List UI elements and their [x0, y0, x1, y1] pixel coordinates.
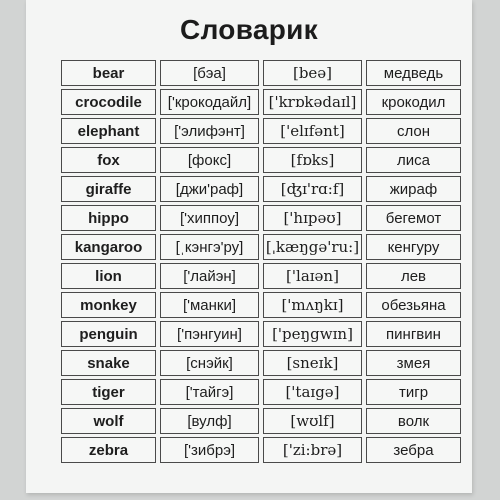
page-title: Словарик — [180, 14, 318, 45]
russian-translation-cell: слон — [366, 118, 461, 144]
english-word-cell: hippo — [61, 205, 156, 231]
russian-translation-cell: обезьяна — [366, 292, 461, 318]
english-word-cell: monkey — [61, 292, 156, 318]
russian-translation-cell: волк — [366, 408, 461, 434]
russian-transcription-cell: [бэа] — [160, 60, 259, 86]
ipa-transcription-cell: ['mʌŋkɪ] — [263, 292, 362, 318]
english-word-cell: penguin — [61, 321, 156, 347]
english-word-cell: crocodile — [61, 89, 156, 115]
russian-translation-cell: пингвин — [366, 321, 461, 347]
ipa-transcription-cell: [sneɪk] — [263, 350, 362, 376]
table-row — [61, 379, 461, 405]
table-row — [61, 118, 461, 144]
russian-transcription-cell: ['зибрэ] — [160, 437, 259, 463]
ipa-transcription-cell: ['krɒkədaɪl] — [263, 89, 362, 115]
vocabulary-table — [57, 57, 465, 466]
russian-transcription-cell: [снэйк] — [160, 350, 259, 376]
russian-translation-cell: жираф — [366, 176, 461, 202]
russian-translation-cell: кенгуру — [366, 234, 461, 260]
russian-transcription-cell: ['элифэнт] — [160, 118, 259, 144]
russian-transcription-cell: [фокс] — [160, 147, 259, 173]
russian-transcription-cell: [джи'раф] — [160, 176, 259, 202]
ipa-transcription-cell: ['laɪən] — [263, 263, 362, 289]
english-word-cell: giraffe — [61, 176, 156, 202]
table-row — [61, 408, 461, 434]
ipa-transcription-cell: ['hɪpəʊ] — [263, 205, 362, 231]
table-row — [61, 292, 461, 318]
russian-translation-cell: змея — [366, 350, 461, 376]
vocabulary-table-body — [61, 60, 461, 463]
table-row — [61, 176, 461, 202]
english-word-cell: elephant — [61, 118, 156, 144]
english-word-cell: lion — [61, 263, 156, 289]
russian-translation-cell: тигр — [366, 379, 461, 405]
english-word-cell: zebra — [61, 437, 156, 463]
ipa-transcription-cell: [ʤɪ'rɑ:f] — [263, 176, 362, 202]
russian-transcription-cell: ['лайэн] — [160, 263, 259, 289]
english-word-cell: tiger — [61, 379, 156, 405]
english-word-cell: snake — [61, 350, 156, 376]
ipa-transcription-cell: [ˌkæŋgə'ru:] — [263, 234, 362, 260]
english-word-cell: fox — [61, 147, 156, 173]
russian-translation-cell: лев — [366, 263, 461, 289]
russian-translation-cell: медведь — [366, 60, 461, 86]
english-word-cell: kangaroo — [61, 234, 156, 260]
russian-transcription-cell: ['манки] — [160, 292, 259, 318]
russian-transcription-cell: ['тайгэ] — [160, 379, 259, 405]
russian-transcription-cell: ['пэнгуин] — [160, 321, 259, 347]
ipa-transcription-cell: ['zi:brə] — [263, 437, 362, 463]
ipa-transcription-cell: [wʊlf] — [263, 408, 362, 434]
russian-transcription-cell: ['хиппоу] — [160, 205, 259, 231]
table-row — [61, 89, 461, 115]
table-row — [61, 205, 461, 231]
russian-translation-cell: крокодил — [366, 89, 461, 115]
russian-transcription-cell: ['крокодайл] — [160, 89, 259, 115]
russian-translation-cell: бегемот — [366, 205, 461, 231]
table-row — [61, 234, 461, 260]
vocabulary-sheet — [26, 0, 472, 493]
table-row — [61, 437, 461, 463]
english-word-cell: bear — [61, 60, 156, 86]
english-word-cell: wolf — [61, 408, 156, 434]
ipa-transcription-cell: [fɒks] — [263, 147, 362, 173]
table-row — [61, 147, 461, 173]
ipa-transcription-cell: [beə] — [263, 60, 362, 86]
russian-transcription-cell: [вулф] — [160, 408, 259, 434]
ipa-transcription-cell: ['taɪgə] — [263, 379, 362, 405]
russian-translation-cell: лиса — [366, 147, 461, 173]
table-row — [61, 60, 461, 86]
russian-transcription-cell: [ˌкэнгэ'ру] — [160, 234, 259, 260]
russian-translation-cell: зебра — [366, 437, 461, 463]
table-row — [61, 350, 461, 376]
table-row — [61, 321, 461, 347]
ipa-transcription-cell: ['elɪfənt] — [263, 118, 362, 144]
table-row — [61, 263, 461, 289]
ipa-transcription-cell: ['peŋgwɪn] — [263, 321, 362, 347]
